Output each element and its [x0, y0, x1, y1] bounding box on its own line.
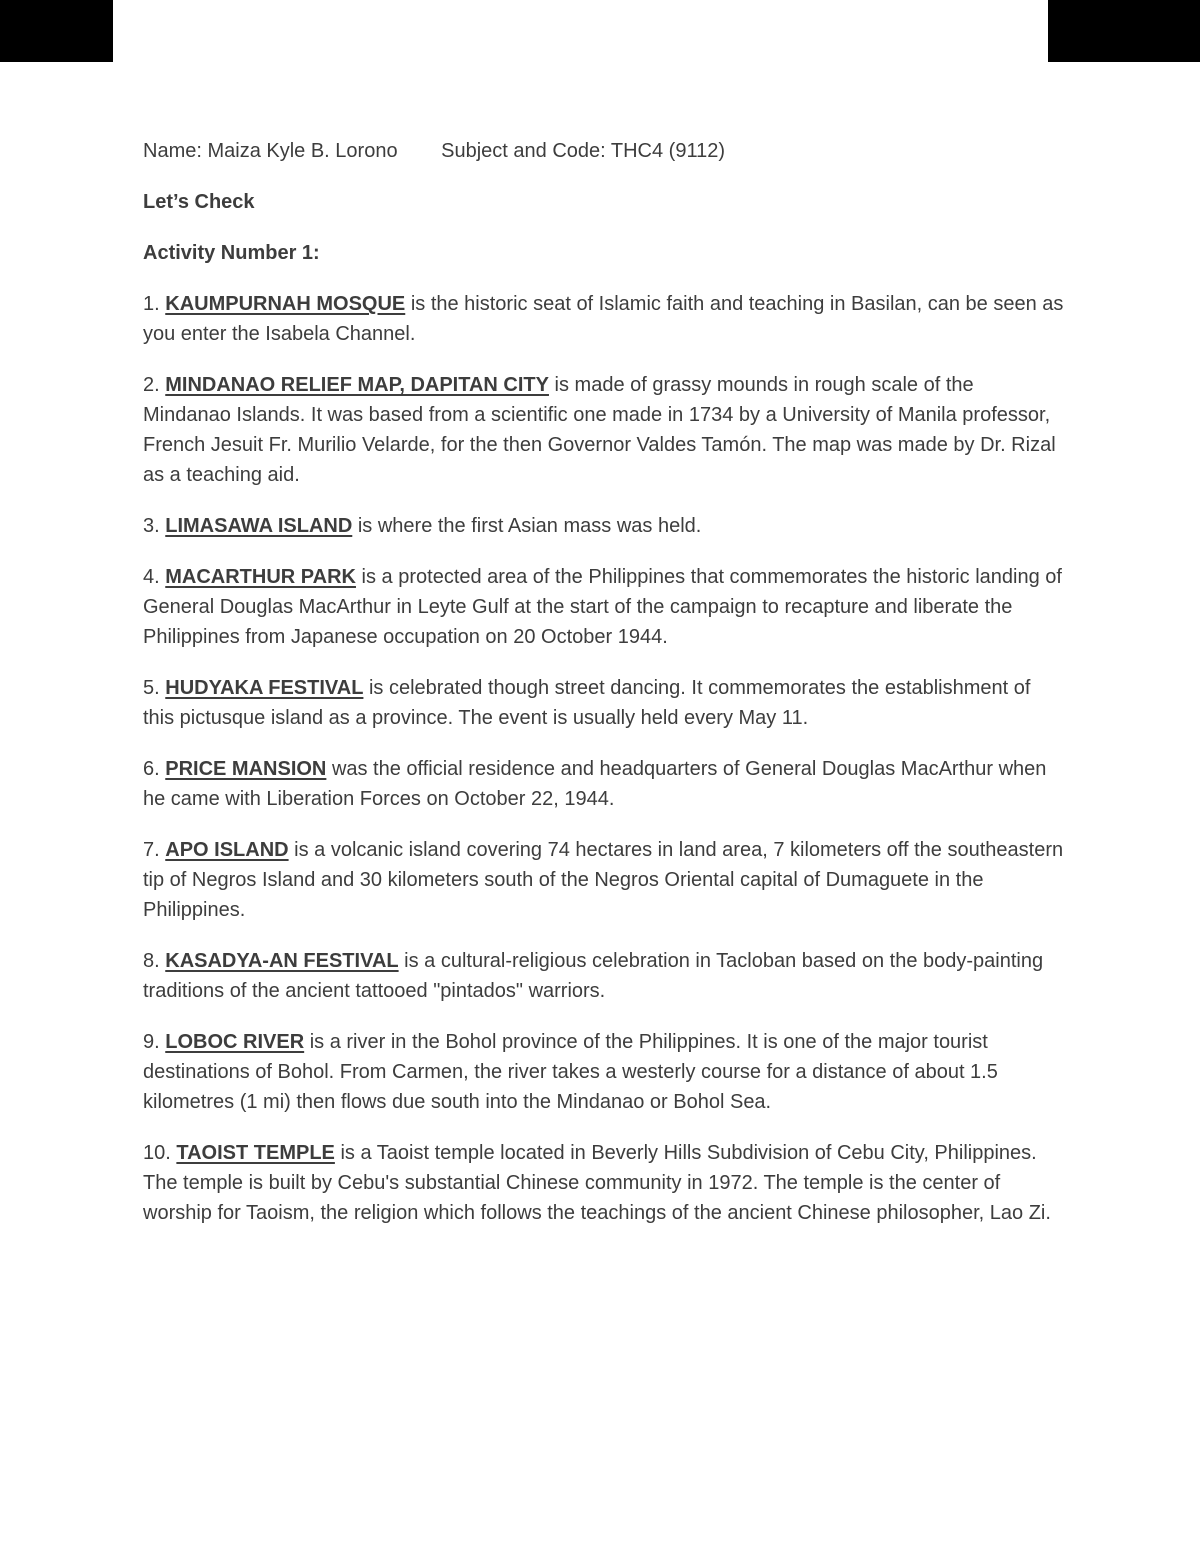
document-item: [143, 946, 1065, 1006]
item-title: MACARTHUR PARK: [165, 566, 356, 588]
item-title: HUDYAKA FESTIVAL: [165, 677, 364, 699]
document-item: [143, 289, 1065, 349]
item-text: is a cultural-religious celebration in Tacloban based on the body-painting traditions of the ancient tattooed "pintados" warriors.: [143, 950, 1044, 1002]
item-number: 8.: [143, 950, 160, 972]
document-item: [143, 511, 1065, 541]
name-subject-line: [143, 136, 1065, 166]
item-title: KASADYA-AN FESTIVAL: [165, 950, 399, 972]
document-item: [143, 1027, 1065, 1117]
item-text: is celebrated though street dancing. It commemorates the establishment of this pictusque island as a province. The event is usually held every May 11.: [143, 677, 1031, 729]
document-item: [143, 562, 1065, 652]
item-text: is a protected area of the Philippines that commemorates the historic landing of General Douglas MacArthur in Leyte Gulf at the start of the campaign to recapture and liberate the Philippines from Japanese occupation on 20 October 1944.: [143, 566, 1062, 648]
item-title: APO ISLAND: [165, 839, 289, 861]
item-text: is a river in the Bohol province of the Philippines. It is one of the major tourist destinations of Bohol. From Carmen, the river takes a westerly course for a distance of about 1.5 kilometres (1 mi) then flows due south into the Mindanao or Bohol Sea.: [143, 1031, 998, 1113]
item-title: TAOIST TEMPLE: [176, 1142, 335, 1164]
item-number: 7.: [143, 839, 160, 861]
student-name: Name: Maiza Kyle B. Lorono: [143, 140, 398, 162]
item-number: 10.: [143, 1142, 171, 1164]
item-number: 2.: [143, 374, 160, 396]
top-left-black-bar: [0, 0, 113, 62]
document-item: [143, 370, 1065, 490]
item-title: LOBOC RIVER: [165, 1031, 305, 1053]
item-text: is a Taoist temple located in Beverly Hills Subdivision of Cebu City, Philippines. The temple is built by Cebu's substantial Chinese community in 1972. The temple is the center of worship for Taoism, the religion which follows the teachings of the ancient Chinese philosopher, Lao Zi.: [143, 1142, 1051, 1224]
subject-code: Subject and Code: THC4 (9112): [441, 140, 725, 162]
item-number: 5.: [143, 677, 160, 699]
item-title: PRICE MANSION: [165, 758, 327, 780]
item-text: is the historic seat of Islamic faith and teaching in Basilan, can be seen as you enter the Isabela Channel.: [143, 293, 1064, 345]
item-title: MINDANAO RELIEF MAP, DAPITAN CITY: [165, 374, 549, 396]
item-title: LIMASAWA ISLAND: [165, 515, 353, 537]
activity-heading: Activity Number 1:: [143, 242, 320, 264]
item-title: KAUMPURNAH MOSQUE: [165, 293, 406, 315]
item-text: is a volcanic island covering 74 hectares in land area, 7 kilometers off the southeastern tip of Negros Island and 30 kilometers south of the Negros Oriental capital of Dumaguete in the Philippines.: [143, 839, 1064, 921]
item-number: 3.: [143, 515, 160, 537]
document-item: [143, 1138, 1065, 1228]
item-number: 6.: [143, 758, 160, 780]
document-item: [143, 835, 1065, 925]
item-number: 1.: [143, 293, 160, 315]
lets-check-heading: Let’s Check: [143, 191, 255, 213]
document-item: [143, 754, 1065, 814]
item-number: 9.: [143, 1031, 160, 1053]
document-item: [143, 673, 1065, 733]
item-text: is where the first Asian mass was held.: [357, 515, 702, 537]
item-text: is made of grassy mounds in rough scale of the Mindanao Islands. It was based from a scientific one made in 1734 by a University of Manila professor, French Jesuit Fr. Murilio Velarde, for the then Governor Valdes Tamón. The map was made by Dr. Rizal as a teaching aid.: [143, 374, 1056, 486]
top-right-black-bar: [1048, 0, 1200, 62]
item-text: was the official residence and headquarters of General Douglas MacArthur when he came with Liberation Forces on October 22, 1944.: [143, 758, 1047, 810]
document-content: [143, 136, 1065, 1249]
item-number: 4.: [143, 566, 160, 588]
